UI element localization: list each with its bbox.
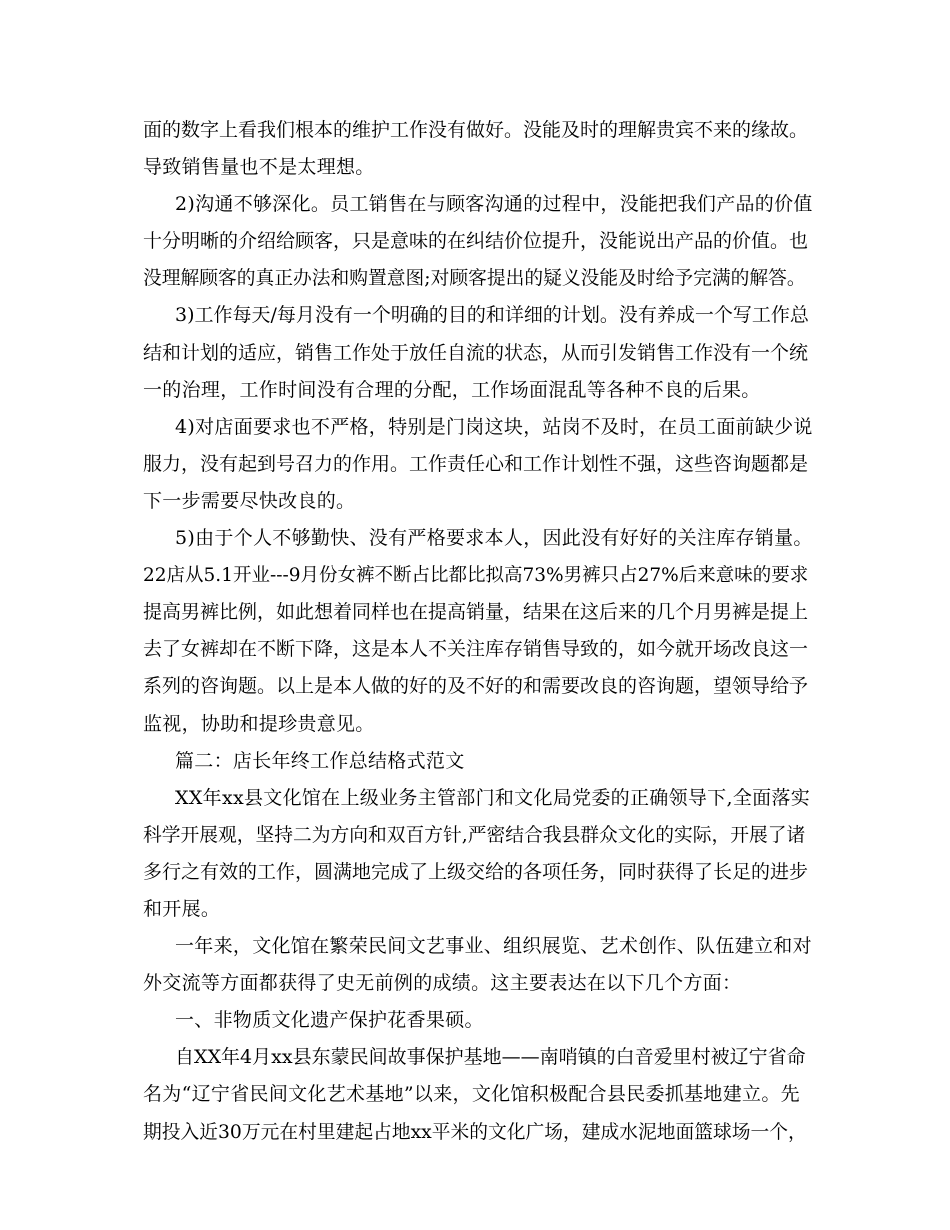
text-line: 一的治理，工作时间没有合理的分配，工作场面混乱等各种不良的后果。 [143,378,761,401]
text-line: 自XX年4月xx县东蒙民间故事保护基地——南哨镇的白音爱里村被辽宁省命 [175,1046,806,1069]
text-line: 科学开展观，坚持二为方向和双百方针,严密结合我县群众文化的实际，开展了诸 [143,824,806,846]
text-line: 一、非物质文化遗产保护花香果硕。 [175,1009,484,1032]
text-line: 4)对店面要求也不严格，特别是门岗这块，站岗不及时，在员工面前缺少说 [175,415,813,438]
text-line: 监视，协助和提珍贵意见。 [143,712,375,735]
text-line: 服力，没有起到号召力的作用。工作责任心和工作计划性不强，这些咨询题都是 [143,452,809,475]
text-line: 十分明晰的介绍给顾客，只是意味的在纠结价位提升，没能说出产品的价值。也 [143,230,809,253]
text-line: 2)沟通不够深化。员工销售在与顾客沟通的过程中，没能把我们产品的价值 [175,193,813,216]
text-line: 一年来，文化馆在繁荣民间文艺事业、组织展览、艺术创作、队伍建立和对 [175,935,812,958]
text-line: 名为“辽宁省民间文化艺术基地”以来，文化馆积极配合县民委抓基地建立。先 [143,1083,800,1106]
text-line: 提高男裤比例，如此想着同样也在提高销量，结果在这后来的几个月男裤是提上 [143,601,809,624]
text-line: 去了女裤却在不断下降，这是本人不关注库存销售导致的，如今就开场改良这一 [143,638,809,661]
text-line: 下一步需要尽快改良的。 [143,489,356,512]
text-line: 多行之有效的工作，圆满地完成了上级交给的各项任务，同时获得了长足的进步 [143,860,809,883]
text-line: 系列的咨询题。以上是本人做的好的及不好的和需要改良的咨询题，望领导给予 [143,675,809,698]
text-line: 篇二：店长年终工作总结格式范文 [175,749,465,772]
text-line: 面的数字上看我们根本的维护工作没有做好。没能及时的理解贵宾不来的缘故。 [143,119,809,141]
text-line: 期投入近30万元在村里建起占地xx平米的文化广场，建成水泥地面篮球场一个， [143,1121,807,1143]
document-body [143,112,813,1151]
text-line: 导致销售量也不是太理想。 [143,156,375,179]
text-line: 和开展。 [143,897,221,920]
text-line: 结和计划的适应，销售工作处于放任自流的状态，从而引发销售工作没有一个统 [143,341,809,364]
text-line: 5)由于个人不够勤快、没有严格要求本人，因此没有好好的关注库存销量。 [175,527,813,550]
text-line: 3)工作每天/每月没有一个明确的目的和详细的计划。没有养成一个写工作总 [175,304,809,327]
text-line: XX年xx县文化馆在上级业务主管部门和文化局党委的正确领导下,全面落实 [175,786,811,809]
text-line: 22店从5.1开业---9月份女裤不断占比都比拟高73%男裤只占27%后来意味的要求 [143,565,809,587]
text-line: 外交流等方面都获得了史无前例的成绩。这主要表达在以下几个方面： [143,972,742,995]
text-line: 没理解顾客的真正办法和购置意图;对顾客提出的疑义没能及时给予完满的解答。 [143,268,806,290]
